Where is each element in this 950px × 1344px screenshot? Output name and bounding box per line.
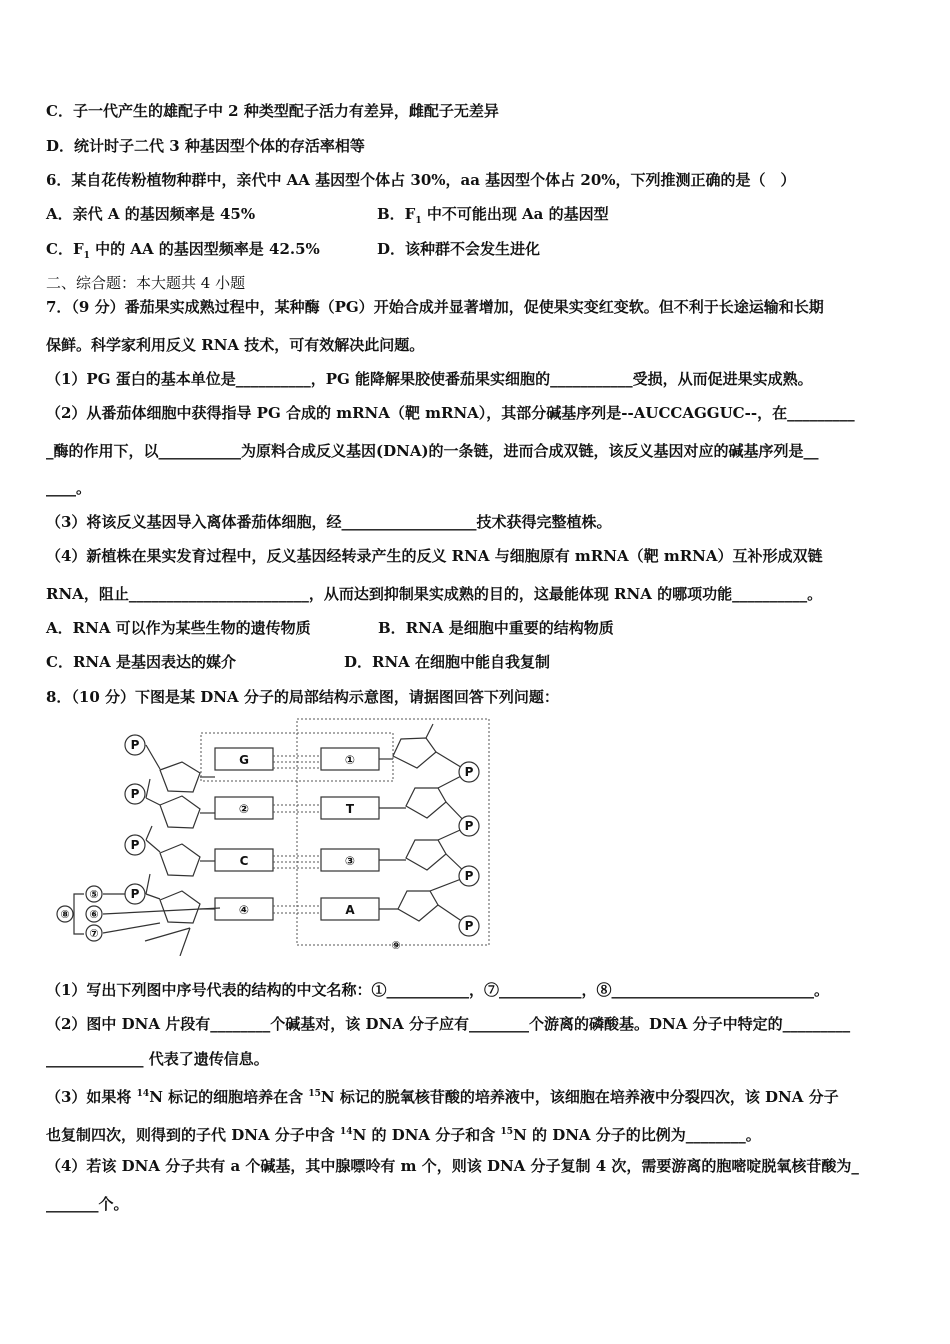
left-base: ④ [238,903,250,917]
q5-option-c: C．子一代产生的雄配子中 2 种类型配子活力有差异，雌配子无差异 [46,102,499,120]
q7-stem-line2: 保鲜。科学家利用反义 RNA 技术，可有效解决此问题。 [46,336,425,354]
q8-part2-line2: _____________ 代表了遗传信息。 [46,1050,269,1068]
left-base: ② [238,802,250,816]
label-6: ⑥ [89,908,99,921]
q7-stem-line1: 7．（9 分）番茄果实成熟过程中，某种酶（PG）开始合成并显著增加，促使果实变红变软。但不利于长途运输和长期 [46,298,824,316]
q6-option-c: C．$F_1$ 中的 AA 的基因型频率是 42.5% [46,240,320,261]
q7-option-b: B．RNA 是细胞中重要的结构物质 [378,619,614,637]
phosphate-label: P [464,765,474,779]
right-base: A [345,903,355,917]
right-base: T [345,802,355,816]
q7-part1: （1）PG 蛋白的基本单位是__________，PG 能降解果胶使番茄果实细胞的___________受损，从而促进果实成熟。 [46,370,813,388]
dna-structure-diagram [50,716,500,956]
q8-part4-line2: _______个。 [46,1195,129,1213]
q7-part3: （3）将该反义基因导入离体番茄体细胞，经__________________技术获得完整植株。 [46,513,612,531]
right-base: ③ [344,854,356,868]
q6-option-a: A．亲代 A 的基因频率是 45% [46,205,256,223]
q8-part3-line2: 也复制四次，则得到的子代 DNA 分子中含 $^{14}$N 的 DNA 分子和含 $^{15}$N 的 DNA 分子的比例为________。 [46,1126,761,1144]
phosphate-label: P [130,838,140,852]
label-7: ⑦ [89,927,99,940]
label-9: ⑨ [391,939,401,952]
q8-stem: 8．（10 分）下图是某 DNA 分子的局部结构示意图，请据图回答下列问题： [46,688,559,706]
q7-part4-line2: RNA，阻止________________________，从而达到抑制果实成熟的目的，这最能体现 RNA 的哪项功能__________。 [46,585,823,603]
q6-stem: 6．某自花传粉植物种群中，亲代中 AA 基因型个体占 30%，aa 基因型个体占 20%，下列推测正确的是（ ） [46,171,796,189]
q8-part3-line1: （3）如果将 $^{14}$N 标记的细胞培养在含 $^{15}$N 标记的脱氧核苷酸的培养液中，该细胞在培养液中分裂四次，该 DNA 分子 [46,1088,839,1106]
q5-option-d: D．统计时子二代 3 种基因型个体的存活率相等 [46,137,365,155]
section-heading: 二、综合题：本大题共 4 小题 [46,274,246,292]
q7-option-d: D．RNA 在细胞中能自我复制 [344,653,551,671]
left-base: G [239,753,249,767]
q7-part2-line3: ____。 [46,479,92,497]
q8-part1: （1）写出下列图中序号代表的结构的中文名称：①___________，⑦___________，⑧___________________________。 [46,981,829,999]
label-5: ⑤ [89,888,99,901]
phosphate-label: P [130,738,140,752]
right-base: ① [344,753,356,767]
q7-part2-line2: _酶的作用下，以___________为原料合成反义基因(DNA)的一条链，进而合成双链，该反义基因对应的碱基序列是__ [46,442,819,460]
phosphate-label: P [464,819,474,833]
q8-part2-line1: （2）图中 DNA 片段有________个碱基对，该 DNA 分子应有________个游离的磷酸基。DNA 分子中特定的_________ [46,1015,851,1033]
q7-option-c: C．RNA 是基因表达的媒介 [46,653,236,671]
q8-part4-line1: （4）若该 DNA 分子共有 a 个碱基，其中腺嘌呤有 m 个，则该 DNA 分子复制 4 次，需要游离的胞嘧啶脱氧核苷酸为_ [46,1157,859,1175]
phosphate-label: P [130,787,140,801]
q7-part4-line1: （4）新植株在果实发育过程中，反义基因经转录产生的反义 RNA 与细胞原有 mRNA（靶 mRNA）互补形成双链 [46,547,823,565]
phosphate-label: P [464,869,474,883]
q6-option-b: B．$F_1$ 中不可能出现 Aa 的基因型 [377,205,609,226]
phosphate-label: P [130,887,140,901]
label-8: ⑧ [60,908,70,921]
q7-option-a: A．RNA 可以作为某些生物的遗传物质 [46,619,311,637]
q7-part2-line1: （2）从番茄体细胞中获得指导 PG 合成的 mRNA（靶 mRNA），其部分碱基序列是--AUCCAGGUC--，在_________ [46,404,855,422]
phosphate-label: P [464,919,474,933]
q6-option-d: D．该种群不会发生进化 [377,240,541,258]
left-base: C [239,854,249,868]
